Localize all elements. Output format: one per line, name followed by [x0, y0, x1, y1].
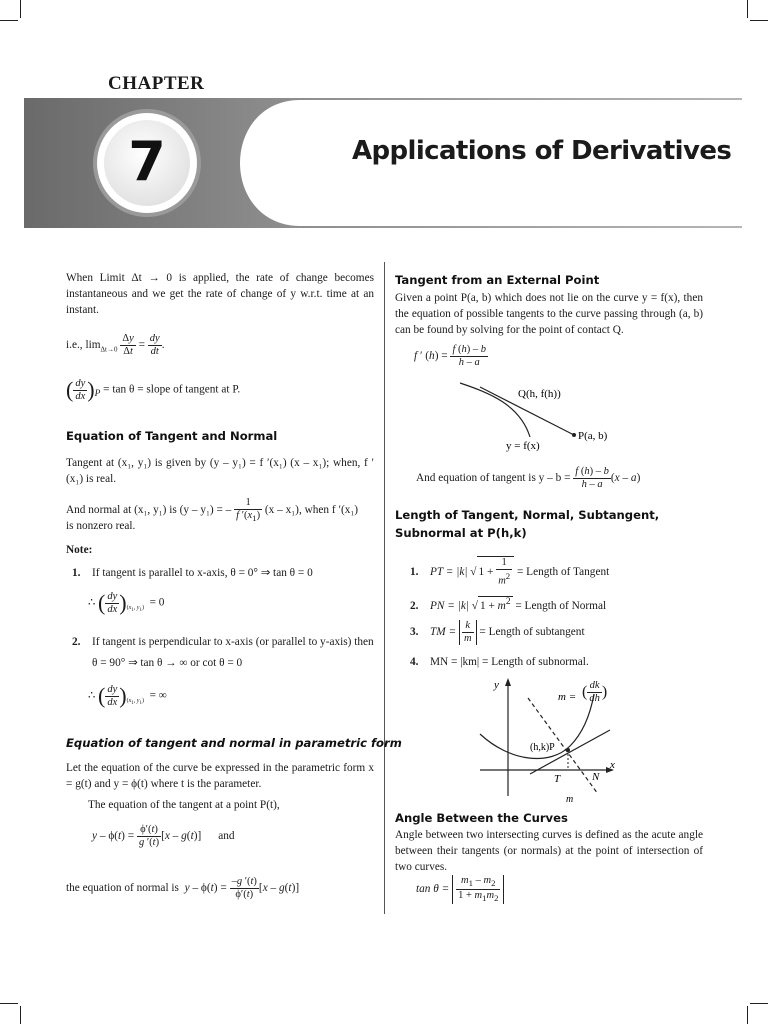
parametric-tangent-intro: The equation of the tangent at a point P(t), [88, 799, 280, 811]
crop-mark [747, 1006, 748, 1024]
crop-mark [750, 20, 768, 21]
normal-text-b: (x – x₁), when f ′(x₁) [264, 504, 359, 517]
chapter-number: 7 [128, 130, 166, 193]
external-point-figure [440, 375, 640, 455]
heading-tangent-normal: Equation of Tangent and Normal [66, 429, 278, 443]
ie-label: i.e., [66, 339, 83, 352]
note-2-text: If tangent is perpendicular to x-axis (or parallel to y-axis) then [92, 636, 374, 648]
length-item-2: 2. PN = |k| √ $1 + m^2$ = Length of Normal [410, 597, 607, 612]
note-2b: θ = 90° ⇒ tan θ → ∞ or cot θ = 0 [92, 657, 243, 669]
normal-param-text: the equation of normal is [66, 882, 179, 895]
note-2-formula: ∴ ( $\frac{dy}{dx}$ )$_{(x_1, y_1)}$ = ∞ [88, 683, 167, 708]
fig1-q-label: Q(h, f(h)) [518, 388, 561, 400]
tan-label: tan θ = [416, 883, 450, 896]
item-1-lhs: PT = |k| [430, 565, 468, 578]
length-item-4 [410, 656, 589, 668]
item-3-rhs: = Length of subtangent [479, 626, 585, 639]
note-1-formula: ∴ ( $\frac{dy}{dx}$ )$_{(x_1, y_1)} = 0$ [88, 590, 165, 615]
heading-parametric: Equation of tangent and normal in parametric form [66, 736, 402, 750]
tangent-eq: And equation of tangent is y – b = $\frac{f (h) - b}{h - a}$ (x – a) [416, 466, 641, 490]
normal-formula: And normal at (x₁, y₁) is (y – y₁) = – $\frac{1}{f '(x_1)}$ (x – x₁), when f ′(x₁) [66, 497, 359, 524]
fig1-p-label: P(a, b) [578, 430, 608, 442]
fig2-y-label: y [494, 679, 499, 691]
fig2-m-eq: m = [558, 691, 577, 703]
fig2-m-fraction: ( $\frac{dk}{dh}$ ) [582, 680, 608, 704]
crop-mark [0, 1003, 18, 1004]
parametric-tangent-formula: y – ϕ(t) = $\frac{\phi'(t)}{g '(t)}$ [x – g(t)] and [92, 824, 235, 848]
crop-mark [20, 0, 21, 18]
tangent-eq-text: And equation of tangent is y – b = [416, 472, 571, 485]
fig2-x-label: x [610, 759, 615, 771]
parametric-normal-formula: the equation of normal is y – ϕ(t) = $\frac{-g '(t)}{\phi'(t)}$ [x – g(t)] [66, 876, 300, 900]
item-2-number: 2. [410, 599, 419, 612]
note-2-number: 2. [72, 636, 81, 648]
and-text: and [218, 830, 235, 843]
external-paragraph: Given a point P(a, b) which does not lie on the curve y = f(x), then the equation of possible tangents to the curve passing through (a, b) can be found by solving for the point of contact Q. [395, 292, 703, 336]
heading-external-point: Tangent from an External Point [395, 273, 600, 287]
item-2-lhs: PN = |k| [430, 599, 469, 612]
fig2-n-label: N [592, 771, 600, 783]
note-1-text: If tangent is parallel to x-axis, θ = 0° ⇒ tan θ = 0 [92, 567, 313, 579]
column-divider [384, 262, 385, 914]
tan-theta-formula: tan θ = $\frac{m_1 - m_2}{1 + m_1m_2}$ [416, 875, 504, 904]
note-1-number: 1. [72, 567, 81, 579]
item-2-rhs: = Length of Normal [515, 599, 607, 612]
note-label: Note: [66, 544, 93, 556]
parametric-paragraph: Let the equation of the curve be expressed in the parametric form x = g(t) and y = ϕ(t) where t is the parameter. [66, 762, 374, 790]
length-item-1: 1. PT = |k| √ 1 + $\frac{1}{m^2}$ = Length of Tangent [410, 557, 610, 587]
fig2-t-label: T [554, 773, 561, 785]
crop-mark [750, 1003, 768, 1004]
heading-angle: Angle Between the Curves [395, 811, 568, 825]
angle-paragraph: Angle between two intersecting curves is defined as the acute angle between their tangents (or normals) at the point of intersection of two curves. [395, 829, 703, 873]
item-3-lhs: TM = [430, 626, 457, 639]
length-item-3: 3. TM = $\frac{k}{m}$ = Length of subtangent [410, 620, 585, 644]
fig2-hk-label: (h,k)P [530, 742, 555, 753]
fig2-m-label: m [566, 794, 574, 804]
intro-paragraph: When Limit Δt → 0 is applied, the rate of change becomes instantaneous and we get the rate of change of y w.r.t. time at an instant. [66, 272, 374, 316]
crop-mark [20, 1006, 21, 1024]
item-3-number: 3. [410, 626, 419, 639]
item-4-text: MN = |km| = Length of subnormal. [430, 656, 589, 668]
item-1-rhs: = Length of Tangent [516, 565, 610, 578]
chapter-title: Applications of Derivatives [352, 136, 732, 166]
crop-mark [747, 0, 748, 18]
item-1-number: 1. [410, 565, 419, 578]
tangent-paragraph: Tangent at (x₁, y₁) is given by (y – y₁) = f ′(x₁) (x – x₁); when, f ′(x₁) is real. [66, 457, 374, 485]
slope-text: = tan θ = slope of tangent at P. [103, 383, 241, 396]
item-4-number: 4. [410, 656, 419, 668]
fig1-curve-label: y = f(x) [506, 440, 540, 452]
normal-text-a: And normal at (x₁, y₁) is (y – y₁) = – [66, 504, 232, 517]
normal-text-c: is nonzero real. [66, 520, 136, 532]
heading-lengths: Length of Tangent, Normal, Subtangent, Subnormal at P(h,k) [395, 508, 660, 540]
note-2 [72, 636, 374, 648]
fh-formula: f ′ (h) = $\frac{f (h) - b}{h - a}$ [414, 344, 487, 368]
chapter-label: CHAPTER [108, 73, 205, 94]
limit-formula: i.e., $\lim_{\Delta t\to 0}$ $\frac{\Delta y}{\Delta t}$ = $\frac{dy}{dt}$ . [66, 333, 165, 357]
slope-formula: ( $\frac{dy}{dx}$ )$_P = \tan \theta$ = slope of tangent at P. [66, 377, 241, 402]
crop-mark [0, 20, 18, 21]
note-1 [72, 566, 313, 579]
